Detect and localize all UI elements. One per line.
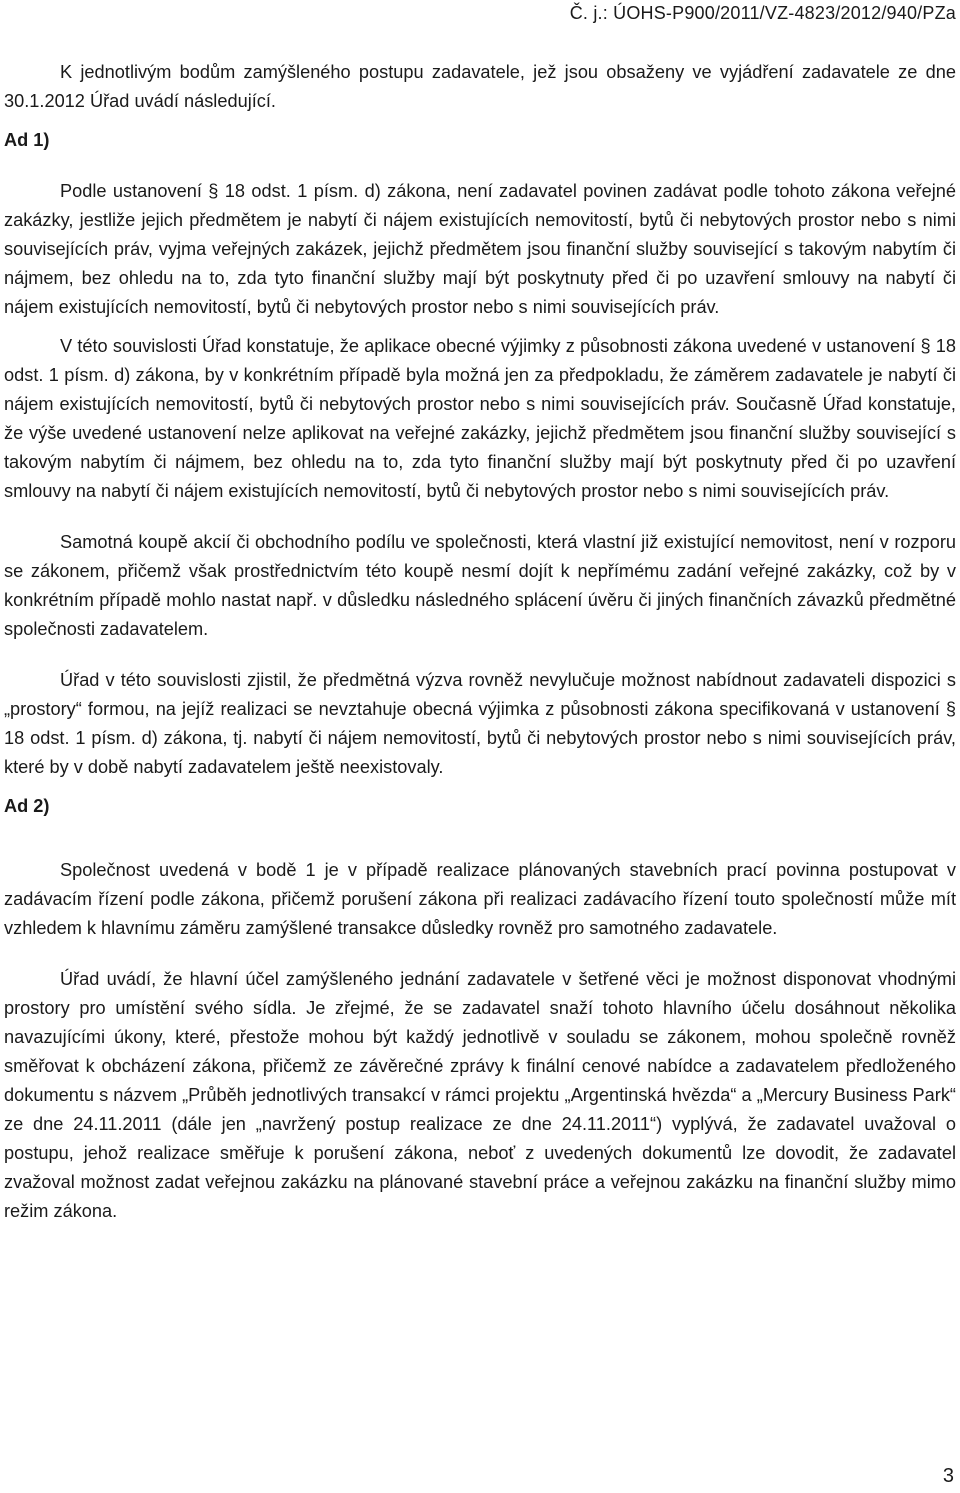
paragraph-4: Úřad v této souvislosti zjistil, že předmětná výzva rovněž nevylučuje možnost nabídnout zadavateli dispozici s „prostory“ formou, na jejíž realizaci se nevztahuje obecná výjimka z působnosti zákona specifikovaná v ustanovení § 18 odst. 1 písm. d) zákona, tj. nabytí či nájem nemovitostí, bytů či nebytových prostor nebo s nimi souvisejících práv, které by v době nabytí zadavatelem ještě neexistovaly. <box>4 670 956 777</box>
paragraph-5: Společnost uvedená v bodě 1 je v případě realizace plánovaných stavebních prací povinna postupovat v zadávacím řízení podle zákona, přičemž porušení zákona při realizaci zadávacího řízení touto společností může mít vzhledem k hlavnímu záměru zamýšlené transakce důsledky rovněž pro samotného zadavatele. <box>4 860 956 938</box>
paragraph-2: V této souvislosti Úřad konstatuje, že aplikace obecné výjimky z působnosti zákona uvedené v ustanovení § 18 odst. 1 písm. d) zákona, by v konkrétním případě byla možná jen za předpokladu, že záměrem zadavatele je nabytí či nájem existujících nemovitostí, bytů či nebytových prostor nebo s nimi souvisejících práv. Současně Úřad konstatuje, že výše uvedené ustanovení nelze aplikovat na veřejné zakázky, jejichž předmětem jsou finanční služby související s takovým nabytím či nájmem, bez ohledu na to, zda tyto finanční služby mají být poskytnuty před či po uzavření smlouvy na nabytí či nájem existujících nemovitostí, bytů či nebytových prostor nebo s nimi souvisejících práv. <box>4 336 956 501</box>
paragraph-1: Podle ustanovení § 18 odst. 1 písm. d) zákona, není zadavatel povinen zadávat podle tohoto zákona veřejné zakázky, jestliže jejich předmětem je nabytí či nájem existujících nemovitostí, bytů či nebytových prostor nebo s nimi souvisejících práv, vyjma veřejných zakázek, jejichž předmětem jsou finanční služby související s takovým nabytím či nájmem, bez ohledu na to, zda tyto finanční služby mají být poskytnuty před či po uzavření smlouvy na nabytí či nájem existujících nemovitostí, bytů či nebytových prostor nebo s nimi souvisejících práv. <box>4 181 956 317</box>
document-body <box>4 58 956 1226</box>
paragraph-3: Samotná koupě akcií či obchodního podílu ve společnosti, která vlastní již existující nemovitost, není v rozporu se zákonem, přičemž však prostřednictvím této koupě nesmí dojít k nepřímému zadání veřejné zakázky, což by v konkrétním případě mohlo nastat např. v důsledku následného splácení úvěru či jiných finančních závazků předmětné společnosti zadavatelem. <box>4 532 956 639</box>
section-heading-ad2: Ad 2) <box>4 796 50 816</box>
page-number: 3 <box>942 1465 954 1487</box>
document-reference: Č. j.: ÚOHS-P900/2011/VZ-4823/2012/940/PZa <box>569 3 956 23</box>
intro-paragraph: K jednotlivým bodům zamýšleného postupu zadavatele, jež jsou obsaženy ve vyjádření zadavatele ze dne 30.1.2012 Úřad uvádí následující. <box>4 62 956 111</box>
section-heading-ad1: Ad 1) <box>4 130 50 150</box>
paragraph-6: Úřad uvádí, že hlavní účel zamýšleného jednání zadavatele v šetřené věci je možnost disponovat vhodnými prostory pro umístění svého sídla. Je zřejmé, že se zadavatel snaží tohoto hlavního účelu dosáhnout několika navazujícími úkony, které, přestože mohou být každý jednotlivě v souladu se zákonem, mohou společně rovněž směřovat k obcházení zákona, přičemž ze závěrečné zprávy k finální cenové nabídce a zadavatelem předloženého dokumentu s názvem „Průběh jednotlivých transakcí v rámci projektu „Argentinská hvězda“ a „Mercury Business Park“ ze dne 24.11.2011 (dále jen „navržený postup realizace ze dne 24.11.2011“) vyplývá, že zadavatel uvažoval o postupu, jehož realizace směřuje k porušení zákona, neboť z uvedených dokumentů lze dovodit, že zadavatel zvažoval možnost zadat veřejnou zakázku na plánované stavební práce a veřejnou zakázku na finanční služby mimo režim zákona. <box>4 969 956 1221</box>
